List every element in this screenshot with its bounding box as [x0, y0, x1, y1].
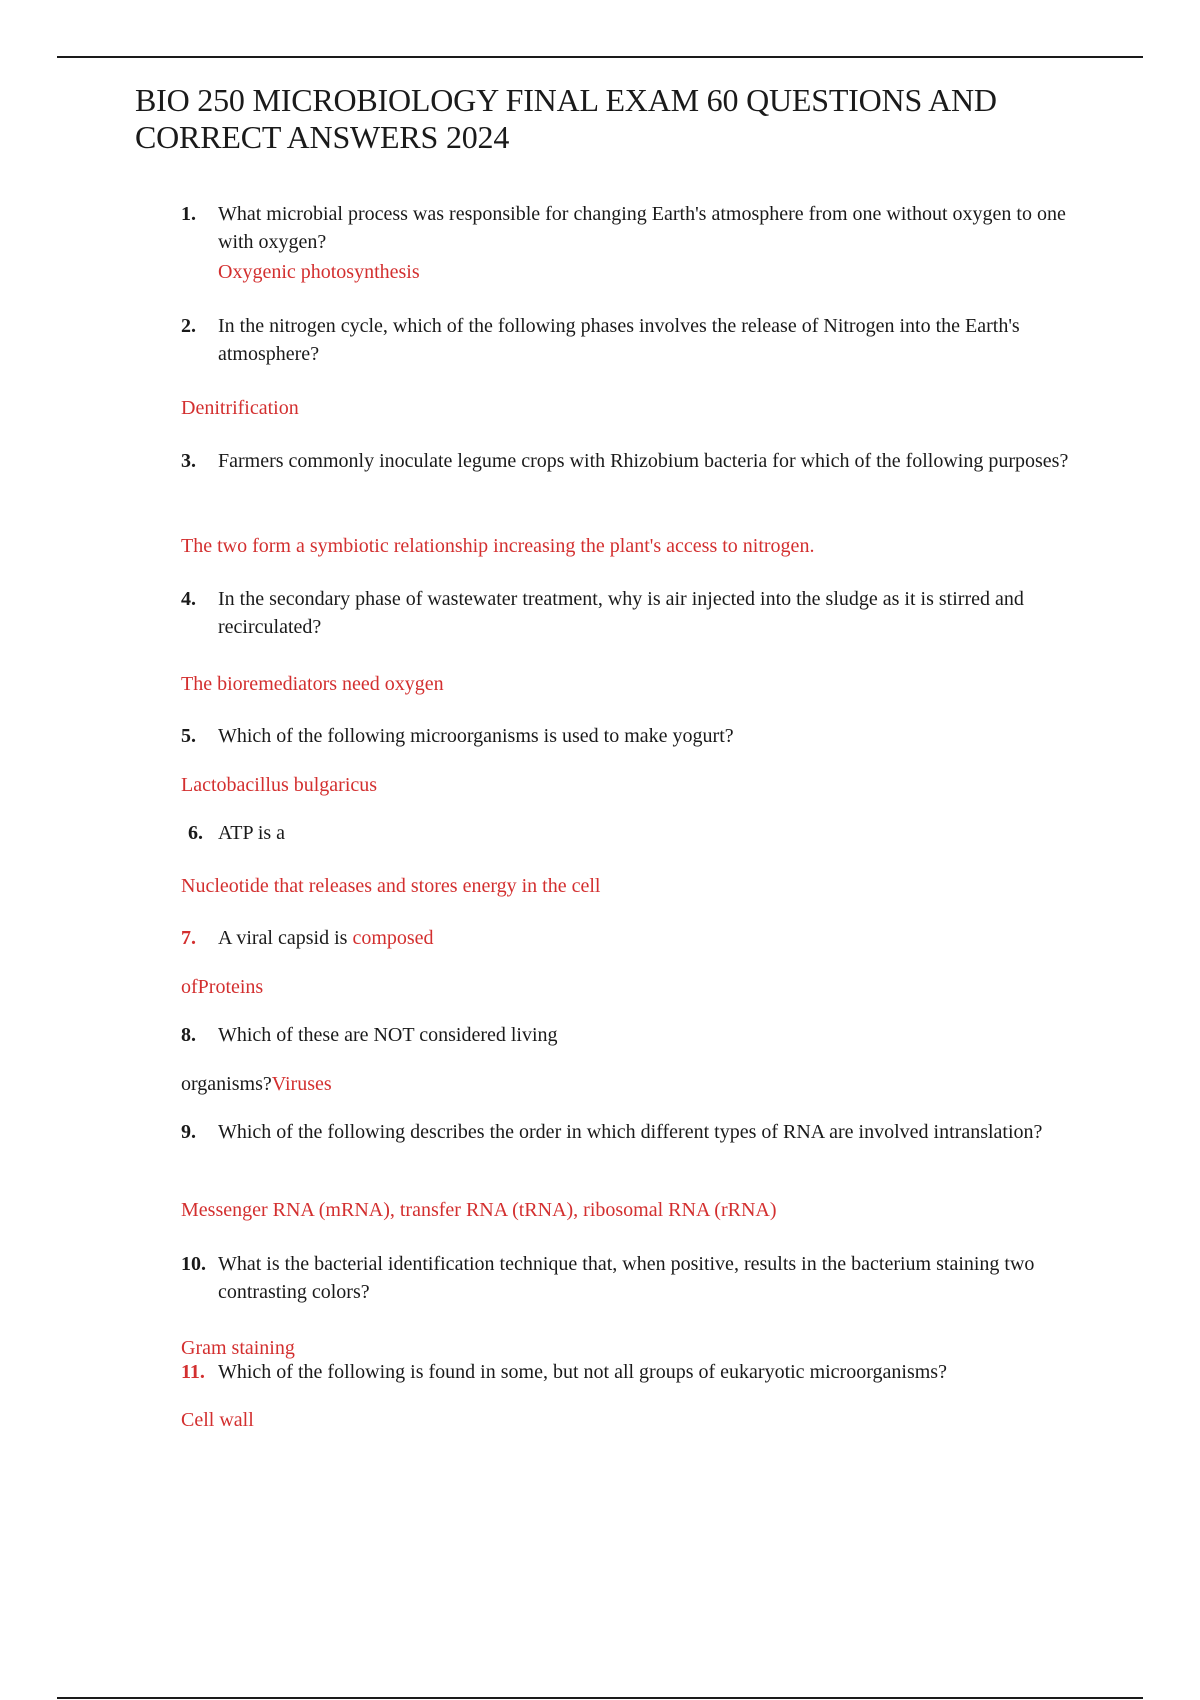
question-7: [181, 924, 1081, 952]
question-6: [188, 819, 1088, 847]
question-3: [181, 447, 1081, 475]
question-number: 1.: [181, 203, 196, 225]
question-text: Which of the following is found in some, but not all groups of eukaryotic microorganisms?: [218, 1361, 947, 1383]
question-number: 2.: [181, 315, 196, 337]
answer-7: ofProteins: [181, 976, 264, 998]
answer-7-inline: composed: [352, 927, 434, 949]
question-text: Which of the following microorganisms is used to make yogurt?: [218, 725, 734, 747]
answer-1: Oxygenic photosynthesis: [218, 261, 420, 283]
answer-11: Cell wall: [181, 1409, 254, 1431]
question-number: 4.: [181, 588, 196, 610]
question-2: [181, 312, 1081, 368]
answer-2: Denitrification: [181, 397, 299, 419]
question-text: Which of the following describes the order in which different types of RNA are involved intranslation?: [218, 1121, 1043, 1143]
answer-10: Gram staining: [181, 1337, 295, 1359]
question-number: 6.: [188, 822, 203, 844]
question-11: [181, 1358, 1081, 1386]
question-9: [181, 1118, 1081, 1146]
question-8-continuation: organisms?: [181, 1073, 272, 1095]
question-number: 9.: [181, 1121, 196, 1143]
question-number: 3.: [181, 450, 196, 472]
title-line-2: CORRECT ANSWERS 2024: [135, 119, 510, 155]
answer-3: The two form a symbiotic relationship increasing the plant's access to nitrogen.: [181, 535, 815, 557]
question-4: [181, 585, 1081, 641]
answer-5: Lactobacillus bulgaricus: [181, 774, 378, 796]
title-line-1: BIO 250 MICROBIOLOGY FINAL EXAM 60 QUESTIONS AND: [135, 82, 997, 118]
question-number: 5.: [181, 725, 196, 747]
question-text: A viral capsid is composed: [218, 927, 434, 949]
question-number: 11.: [181, 1361, 205, 1383]
question-text: In the secondary phase of wastewater treatment, why is air injected into the sludge as it is stirred and recirculated?: [218, 588, 1024, 638]
question-text: ATP is a: [218, 822, 286, 844]
answer-8: Viruses: [271, 1073, 332, 1095]
page-title: [135, 82, 1075, 156]
question-1: [181, 200, 1081, 256]
answer-9: Messenger RNA (mRNA), transfer RNA (tRNA), ribosomal RNA (rRNA): [181, 1199, 777, 1221]
answer-4: The bioremediators need oxygen: [181, 673, 444, 695]
question-text: What is the bacterial identification technique that, when positive, results in the bacterium staining two contrasting colors?: [218, 1253, 1035, 1303]
question-number: 8.: [181, 1024, 196, 1046]
bottom-rule: [57, 1697, 1143, 1699]
top-rule: [57, 56, 1143, 58]
question-5: [181, 722, 1081, 750]
answer-8-line: [181, 1070, 1081, 1098]
question-text: Farmers commonly inoculate legume crops with Rhizobium bacteria for which of the following purposes?: [218, 450, 1069, 472]
question-text: What microbial process was responsible for changing Earth's atmosphere from one without oxygen to one with oxygen?: [218, 203, 1066, 253]
question-number: 10.: [181, 1253, 206, 1275]
answer-6: Nucleotide that releases and stores energy in the cell: [181, 875, 601, 897]
question-number: 7.: [181, 927, 196, 949]
question-8: [181, 1021, 1081, 1049]
question-10: [181, 1250, 1081, 1306]
question-text: Which of these are NOT considered living: [218, 1024, 558, 1046]
question-text: In the nitrogen cycle, which of the following phases involves the release of Nitrogen into the Earth's atmosphere?: [218, 315, 1020, 365]
